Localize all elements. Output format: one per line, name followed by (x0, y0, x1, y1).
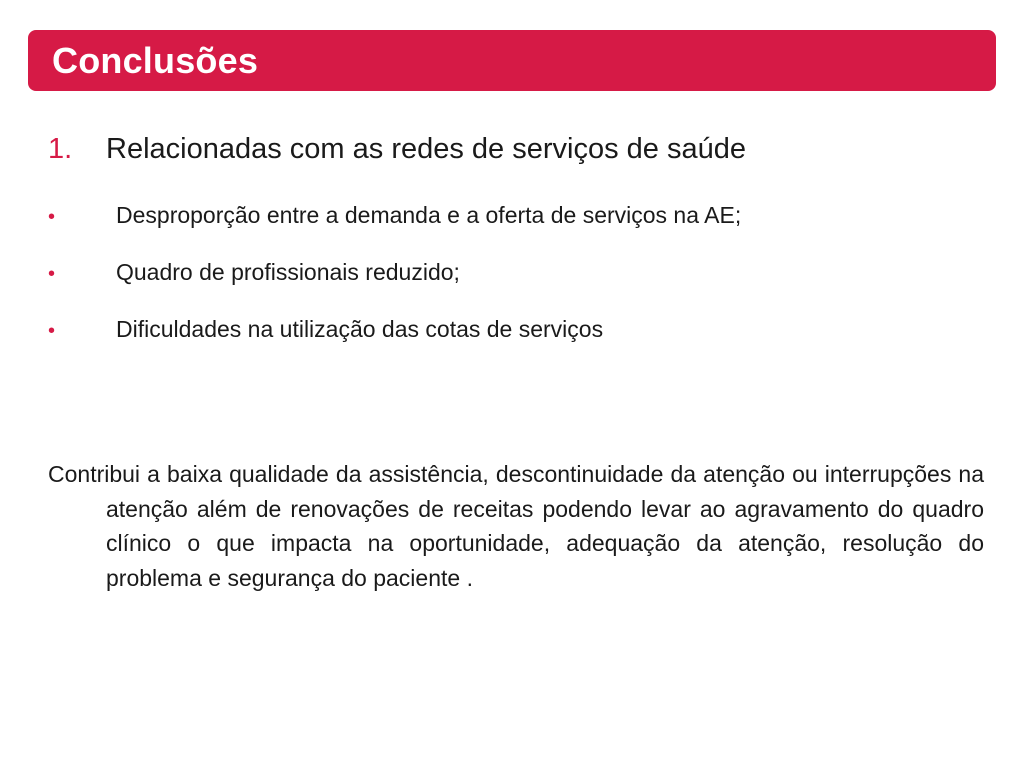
bullet-item (48, 316, 988, 373)
bullet-item (48, 202, 988, 259)
bullet-marker: • (48, 263, 56, 285)
conclusion-paragraph: Contribui a baixa qualidade da assistência, descontinuidade da atenção ou interrupções na atenção além de renovações de receitas podendo levar ao agravamento do quadro clínico o que impacta na oportunidade, adequação da atenção, resolução do problema e segurança do paciente . (48, 461, 984, 591)
bullet-marker: • (48, 206, 56, 228)
bullet-text: Quadro de profissionais reduzido; (116, 259, 460, 285)
bullet-text: Dificuldades na utilização das cotas de serviços (116, 316, 604, 342)
bullet-marker: • (48, 320, 56, 342)
title-bar (28, 30, 996, 91)
bullet-list (48, 202, 988, 373)
numbered-heading (48, 133, 746, 166)
numbered-heading-text: Relacionadas com as redes de serviços de saúde (106, 133, 746, 165)
list-number: 1. (48, 133, 73, 165)
bullet-item (48, 259, 988, 316)
bullet-text: Desproporção entre a demanda e a oferta de serviços na AE; (116, 202, 742, 228)
slide-title: Conclusões (52, 39, 259, 81)
